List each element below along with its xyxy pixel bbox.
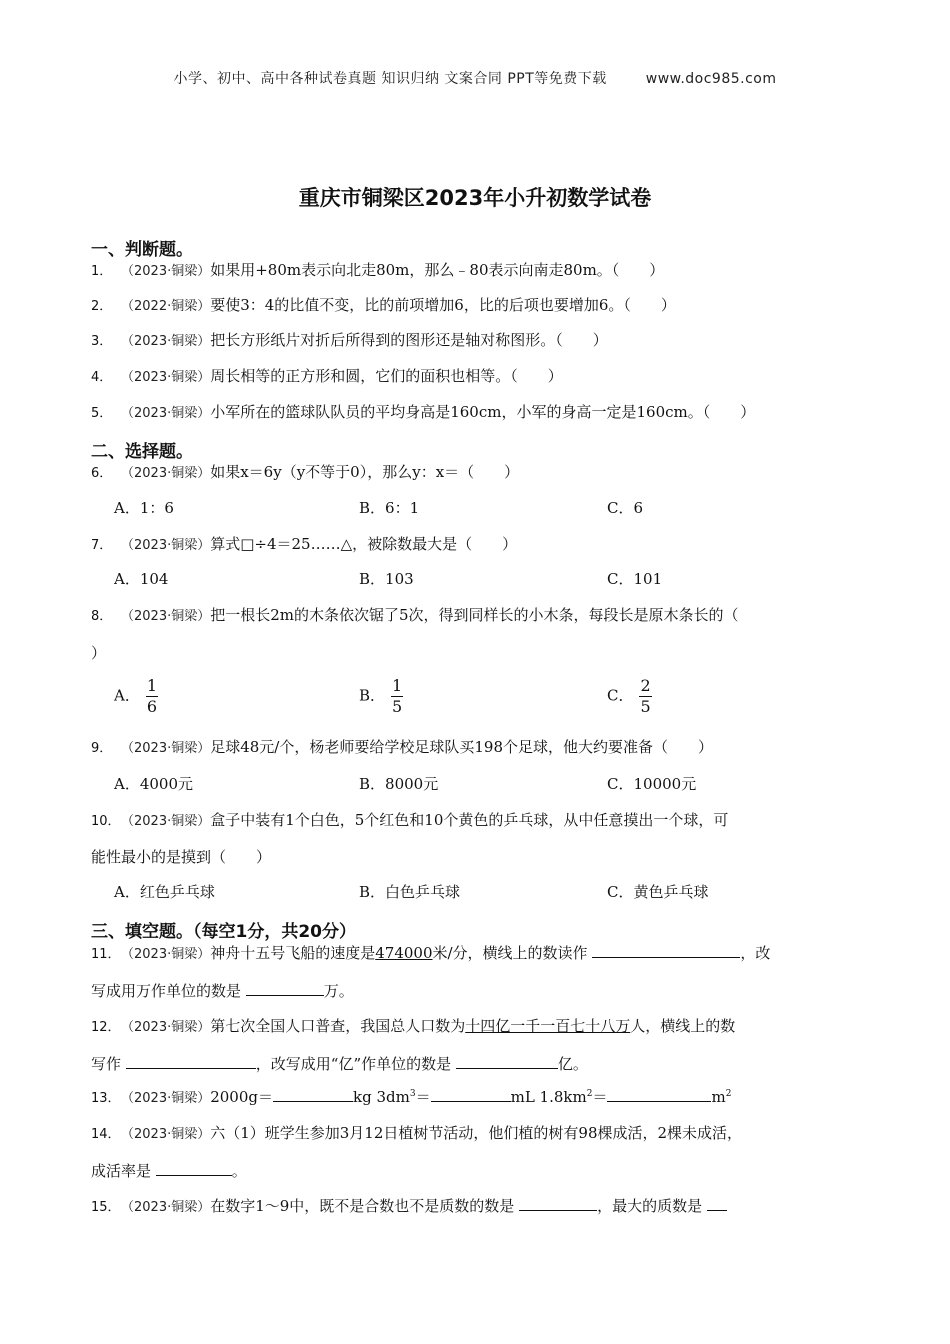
question-text: ，改 bbox=[740, 944, 771, 962]
question-text: 米/分，横线上的数读作 bbox=[432, 944, 588, 962]
fraction-numerator: 1 bbox=[146, 676, 158, 695]
superscript: 3 bbox=[409, 1089, 416, 1099]
underlined-number: 474000 bbox=[375, 944, 433, 962]
question-text: 。 bbox=[231, 1162, 247, 1180]
fraction bbox=[639, 676, 651, 717]
answer-blank[interactable] bbox=[431, 1087, 511, 1102]
question-text: mL 1.8km bbox=[510, 1088, 587, 1106]
question-number: 12． bbox=[91, 1020, 121, 1035]
question-source: （2023·铜梁） bbox=[121, 947, 211, 962]
option-a[interactable]: A．4000元 bbox=[114, 775, 194, 793]
option-c[interactable]: C．101 bbox=[607, 570, 663, 588]
option-b[interactable] bbox=[359, 676, 403, 717]
option-b[interactable]: B．6：1 bbox=[359, 499, 420, 517]
question-text: 第七次全国人口普查，我国总人口数为 bbox=[210, 1017, 466, 1035]
question-9 bbox=[91, 736, 950, 757]
answer-blank[interactable] bbox=[707, 1196, 727, 1211]
question-number: 2． bbox=[91, 299, 113, 314]
question-7 bbox=[91, 533, 950, 554]
section-heading-fill-in: 三、填空题。（每空1分，共20分） bbox=[91, 922, 356, 942]
question-source: （2023·铜梁） bbox=[121, 1020, 211, 1035]
question-number: 13． bbox=[91, 1091, 121, 1106]
question-10 bbox=[91, 809, 950, 830]
question-text: m bbox=[711, 1088, 726, 1106]
question-5 bbox=[91, 401, 950, 422]
question-text: 2000g＝ bbox=[210, 1088, 273, 1106]
question-text: 如果用+80m表示向北走80m，那么﹣80表示向南走80m。（ ） bbox=[210, 261, 665, 279]
option-c[interactable]: C．10000元 bbox=[607, 775, 697, 793]
superscript: 2 bbox=[586, 1089, 593, 1099]
question-8 bbox=[91, 604, 950, 625]
answer-blank[interactable] bbox=[519, 1196, 597, 1211]
question-source: （2023·铜梁） bbox=[121, 1200, 211, 1215]
question-14-continuation bbox=[91, 1160, 950, 1181]
question-text: 如果x＝6y（y不等于0），那么y：x＝（ ） bbox=[210, 463, 520, 481]
section-heading-judgement: 一、判断题。 bbox=[91, 240, 193, 260]
fraction-denominator: 5 bbox=[392, 697, 403, 716]
question-source: （2023·铜梁） bbox=[121, 406, 211, 421]
answer-blank[interactable] bbox=[456, 1054, 558, 1069]
question-source: （2023·铜梁） bbox=[121, 466, 211, 481]
fraction bbox=[146, 676, 158, 717]
answer-blank[interactable] bbox=[126, 1054, 256, 1069]
answer-blank[interactable] bbox=[156, 1161, 232, 1176]
underlined-number: 十四亿一千一百七十八万 bbox=[465, 1017, 631, 1035]
option-a[interactable]: A．104 bbox=[114, 570, 169, 588]
question-source: （2022·铜梁） bbox=[121, 299, 211, 314]
option-b[interactable]: B．103 bbox=[359, 570, 414, 588]
question-text: 在数字1～9中，既不是合数也不是质数的数是 bbox=[210, 1197, 515, 1215]
option-a[interactable]: A．红色乒乓球 bbox=[114, 883, 215, 901]
question-source: （2023·铜梁） bbox=[121, 814, 211, 829]
option-a[interactable] bbox=[114, 676, 158, 717]
section-heading-choice: 二、选择题。 bbox=[91, 442, 193, 462]
header-text: 小学、初中、高中各种试卷真题 知识归纳 文案合同 PPT等免费下载 bbox=[173, 71, 607, 87]
question-text: 万。 bbox=[323, 982, 354, 1000]
question-8-continuation: ） bbox=[91, 644, 107, 662]
question-text: 亿。 bbox=[557, 1055, 588, 1073]
question-text: 写成用万作单位的数是 bbox=[91, 982, 242, 1000]
question-4 bbox=[91, 365, 950, 386]
answer-blank[interactable] bbox=[592, 943, 740, 958]
question-text: 把长方形纸片对折后所得到的图形还是轴对称图形。（ ） bbox=[210, 331, 608, 349]
question-12 bbox=[91, 1015, 950, 1036]
question-text: kg 3dm bbox=[353, 1088, 410, 1106]
question-text: 把一根长2m的木条依次锯了5次，得到同样长的小木条，每段长是原木条长的（ bbox=[210, 606, 739, 624]
question-13 bbox=[91, 1086, 950, 1107]
question-number: 9． bbox=[91, 741, 113, 756]
header-site-link[interactable]: www.doc985.com bbox=[645, 71, 777, 87]
fraction-numerator: 2 bbox=[640, 676, 651, 695]
question-number: 3． bbox=[91, 334, 113, 349]
option-label: B． bbox=[359, 686, 386, 705]
option-b[interactable]: B．白色乒乓球 bbox=[359, 883, 461, 901]
option-c[interactable]: C．黄色乒乓球 bbox=[607, 883, 709, 901]
question-text: ，改写成用“亿”作单位的数是 bbox=[255, 1055, 452, 1073]
question-text: 盒子中装有1个白色，5个红色和10个黄色的乒乓球，从中任意摸出一个球，可 bbox=[210, 811, 729, 829]
question-11-continuation bbox=[91, 980, 950, 1001]
question-15 bbox=[91, 1195, 950, 1216]
option-c[interactable]: C．6 bbox=[607, 499, 644, 517]
question-11 bbox=[91, 942, 950, 963]
question-number: 10． bbox=[91, 814, 121, 829]
exam-title: 重庆市铜梁区2023年小升初数学试卷 bbox=[298, 186, 652, 210]
question-2 bbox=[91, 294, 950, 315]
question-text: 写作 bbox=[91, 1055, 122, 1073]
question-text: 六（1）班学生参加3月12日植树节活动，他们植的树有98棵成活，2棵未成活， bbox=[210, 1124, 743, 1142]
question-text: 成活率是 bbox=[91, 1162, 152, 1180]
question-14 bbox=[91, 1122, 950, 1143]
superscript: 2 bbox=[725, 1089, 732, 1099]
page-header bbox=[0, 68, 950, 88]
question-source: （2023·铜梁） bbox=[121, 538, 211, 553]
answer-blank[interactable] bbox=[246, 981, 324, 996]
answer-blank[interactable] bbox=[273, 1087, 353, 1102]
question-12-continuation bbox=[91, 1053, 950, 1074]
question-source: （2023·铜梁） bbox=[121, 741, 211, 756]
question-number: 8． bbox=[91, 609, 113, 624]
question-text: 要使3：4的比值不变，比的前项增加6，比的后项也要增加6。（ ） bbox=[210, 296, 676, 314]
question-number: 5． bbox=[91, 406, 113, 421]
question-6 bbox=[91, 461, 950, 482]
question-number: 1． bbox=[91, 264, 113, 279]
option-a[interactable]: A．1：6 bbox=[114, 499, 174, 517]
answer-blank[interactable] bbox=[607, 1087, 711, 1102]
option-c[interactable] bbox=[607, 676, 652, 717]
question-1 bbox=[91, 259, 950, 280]
question-text: 算式□÷4＝25……△，被除数最大是（ ） bbox=[210, 535, 518, 553]
question-number: 14． bbox=[91, 1127, 121, 1142]
question-3 bbox=[91, 329, 950, 350]
fraction-denominator: 5 bbox=[640, 697, 651, 716]
option-label: C． bbox=[607, 686, 634, 705]
question-text: ＝ bbox=[415, 1088, 431, 1106]
question-text: ，最大的质数是 bbox=[597, 1197, 703, 1215]
question-10-continuation: 能性最小的是摸到（ ） bbox=[91, 848, 272, 866]
question-source: （2023·铜梁） bbox=[121, 334, 211, 349]
question-number: 7． bbox=[91, 538, 113, 553]
fraction-denominator: 6 bbox=[146, 697, 158, 716]
question-text: 小军所在的篮球队队员的平均身高是160cm，小军的身高一定是160cm。（ ） bbox=[210, 403, 756, 421]
question-text: 神舟十五号飞船的速度是 bbox=[210, 944, 376, 962]
question-source: （2023·铜梁） bbox=[121, 1127, 211, 1142]
question-text: 足球48元/个，杨老师要给学校足球队买198个足球，他大约要准备（ ） bbox=[210, 738, 713, 756]
question-text: 周长相等的正方形和圆，它们的面积也相等。（ ） bbox=[210, 367, 563, 385]
question-number: 6． bbox=[91, 466, 113, 481]
fraction bbox=[391, 676, 403, 717]
option-label: A． bbox=[114, 686, 140, 705]
fraction-numerator: 1 bbox=[392, 676, 403, 695]
question-text: ＝ bbox=[592, 1088, 608, 1106]
question-source: （2023·铜梁） bbox=[121, 1091, 211, 1106]
option-b[interactable]: B．8000元 bbox=[359, 775, 439, 793]
question-source: （2023·铜梁） bbox=[121, 264, 211, 279]
question-number: 15． bbox=[91, 1200, 121, 1215]
question-number: 11． bbox=[91, 947, 121, 962]
question-number: 4． bbox=[91, 370, 113, 385]
question-source: （2023·铜梁） bbox=[121, 370, 211, 385]
question-text: 人，横线上的数 bbox=[630, 1017, 736, 1035]
question-source: （2023·铜梁） bbox=[121, 609, 211, 624]
